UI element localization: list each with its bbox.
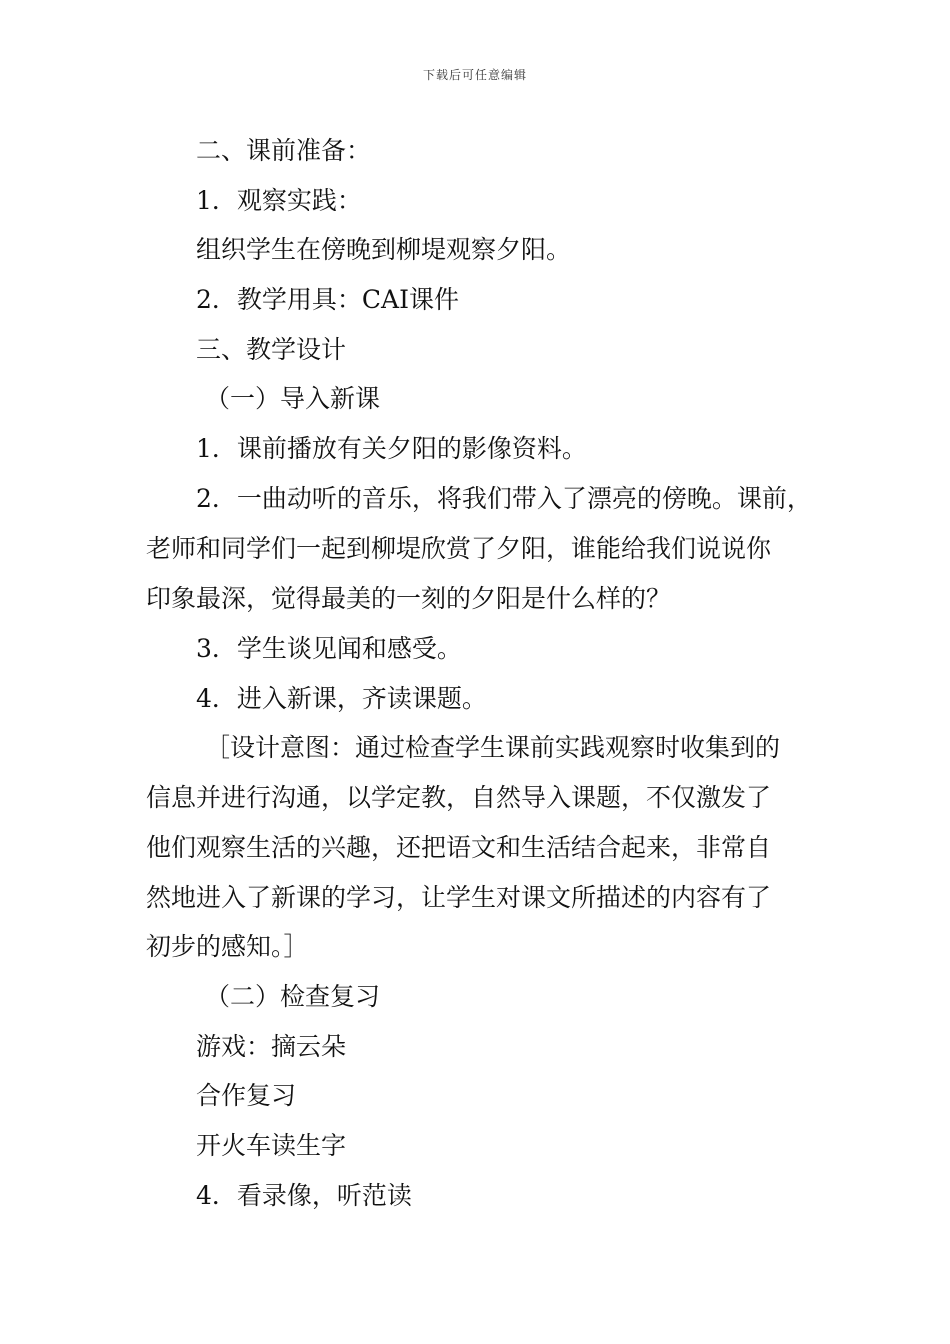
design-intent-line: 然地进入了新课的学习，让学生对课文所描述的内容有了	[146, 883, 772, 912]
subsection-heading: （一）导入新课	[205, 384, 381, 413]
design-intent-line: 初步的感知。］	[146, 932, 309, 961]
subsection-heading: （二）检查复习	[205, 982, 381, 1011]
paragraph-line: 印象最深，觉得最美的一刻的夕阳是什么样的？	[146, 584, 672, 613]
paragraph-line: 2．教学用具：CAI课件	[196, 285, 459, 314]
paragraph-line: 1．观察实践：	[196, 186, 362, 215]
section-heading-design: 三、教学设计	[196, 335, 347, 364]
paragraph-line: 合作复习	[196, 1081, 297, 1110]
page-header: 下载后可任意编辑	[422, 68, 527, 82]
paragraph-line: 老师和同学们一起到柳堤欣赏了夕阳，谁能给我们说说你	[146, 534, 772, 563]
paragraph-line: 开火车读生字	[196, 1131, 347, 1160]
paragraph-line: 3．学生谈见闻和感受。	[196, 634, 462, 663]
paragraph-line: 组织学生在傍晚到柳堤观察夕阳。	[196, 235, 572, 264]
design-intent-line: 他们观察生活的兴趣，还把语文和生活结合起来，非常自	[146, 833, 772, 862]
section-heading-preparation: 二、课前准备：	[196, 136, 372, 165]
design-intent-line: ［设计意图：通过检查学生课前实践观察时收集到的	[205, 733, 781, 762]
paragraph-line: 4．看录像，听范读	[196, 1181, 412, 1210]
design-intent-line: 信息并进行沟通，以学定教，自然导入课题，不仅激发了	[146, 783, 772, 812]
paragraph-line: 游戏：摘云朵	[196, 1032, 347, 1061]
paragraph-line: 4．进入新课，齐读课题。	[196, 684, 487, 713]
paragraph-line: 1．课前播放有关夕阳的影像资料。	[196, 434, 587, 463]
paragraph-line: 2．一曲动听的音乐，将我们带入了漂亮的傍晚。课前，	[196, 484, 812, 513]
